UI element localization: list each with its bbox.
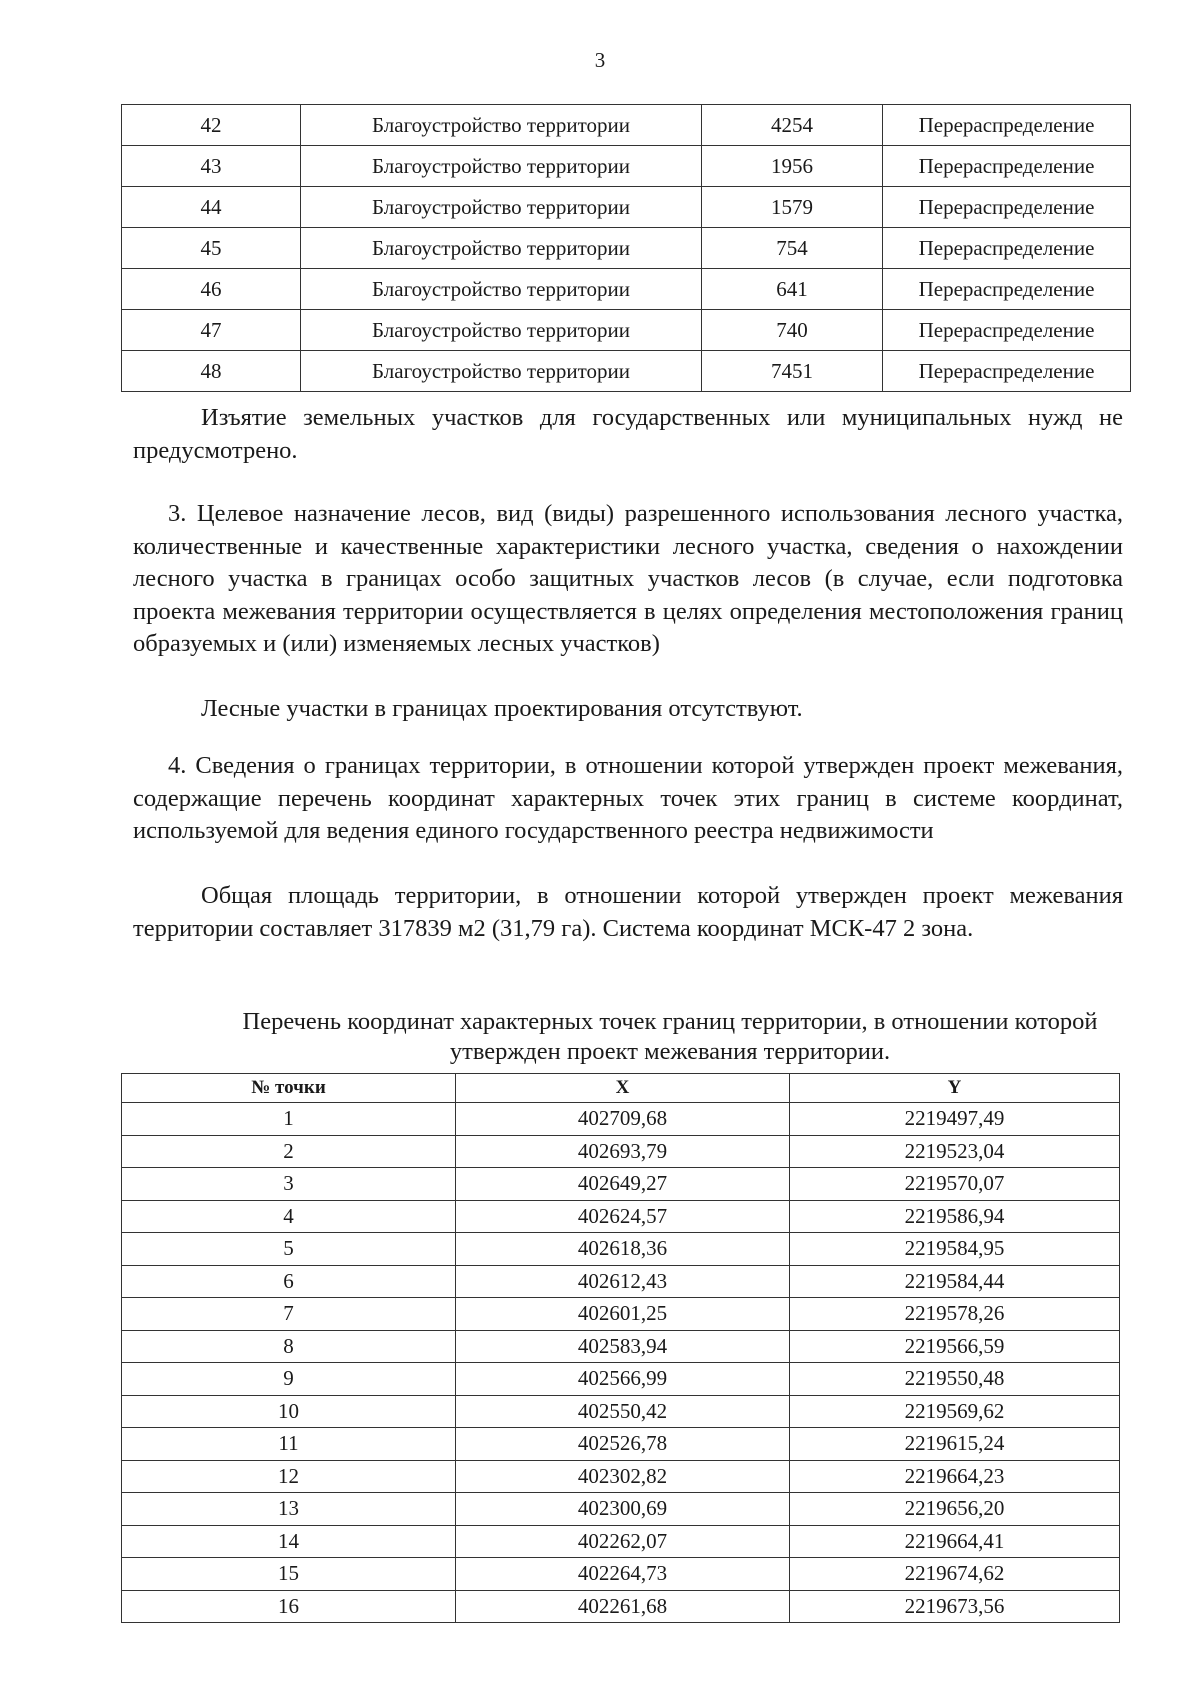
permitted-use: Благоустройство территории	[301, 269, 702, 310]
x-coordinate: 402709,68	[456, 1103, 790, 1136]
formation-method: Перераспределение	[883, 105, 1131, 146]
table-row	[122, 105, 1131, 146]
point-number: 9	[122, 1363, 456, 1396]
point-number: 14	[122, 1525, 456, 1558]
row-number: 44	[122, 187, 301, 228]
point-number: 4	[122, 1200, 456, 1233]
area-value: 641	[702, 269, 883, 310]
permitted-use: Благоустройство территории	[301, 351, 702, 392]
permitted-use: Благоустройство территории	[301, 187, 702, 228]
section-3-body: Лесные участки в границах проектирования отсутствуют.	[201, 695, 803, 722]
header-x: X	[456, 1074, 790, 1103]
section-4-body: Общая площадь территории, в отношении которой утвержден проект межевания территории составляет 317839 м2 (31,79 га). Система координат МСК-47 2 зона.	[133, 882, 1123, 942]
area-value: 754	[702, 228, 883, 269]
section-4-heading: 4. Сведения о границах территории, в отношении которой утвержден проект межевания, содержащие перечень координат характерных точек этих границ в системе координат, используемой для ведения единого государственного реестра недвижимости	[133, 752, 1123, 844]
header-point: № точки	[122, 1074, 456, 1103]
y-coordinate: 2219569,62	[790, 1395, 1120, 1428]
table-row	[122, 1525, 1120, 1558]
y-coordinate: 2219584,95	[790, 1233, 1120, 1266]
formation-method: Перераспределение	[883, 187, 1131, 228]
table-row	[122, 1428, 1120, 1461]
table-row	[122, 1103, 1120, 1136]
x-coordinate: 402550,42	[456, 1395, 790, 1428]
point-number: 2	[122, 1135, 456, 1168]
point-number: 7	[122, 1298, 456, 1331]
area-value: 740	[702, 310, 883, 351]
y-coordinate: 2219566,59	[790, 1330, 1120, 1363]
coordinates-table-caption: Перечень координат характерных точек границ территории, в отношении которой утвержден проект межевания территории.	[242, 1008, 1098, 1065]
table-row	[122, 187, 1131, 228]
permitted-use: Благоустройство территории	[301, 228, 702, 269]
table-row	[122, 1460, 1120, 1493]
point-number: 1	[122, 1103, 456, 1136]
y-coordinate: 2219664,41	[790, 1525, 1120, 1558]
x-coordinate: 402601,25	[456, 1298, 790, 1331]
formation-method: Перераспределение	[883, 228, 1131, 269]
table-row	[122, 351, 1131, 392]
row-number: 47	[122, 310, 301, 351]
row-number: 42	[122, 105, 301, 146]
table-row	[122, 1590, 1120, 1623]
y-coordinate: 2219570,07	[790, 1168, 1120, 1201]
formation-method: Перераспределение	[883, 351, 1131, 392]
y-coordinate: 2219673,56	[790, 1590, 1120, 1623]
y-coordinate: 2219523,04	[790, 1135, 1120, 1168]
formation-method: Перераспределение	[883, 310, 1131, 351]
table-row	[122, 1135, 1120, 1168]
point-number: 11	[122, 1428, 456, 1461]
y-coordinate: 2219584,44	[790, 1265, 1120, 1298]
table-row	[122, 1168, 1120, 1201]
x-coordinate: 402566,99	[456, 1363, 790, 1396]
area-value: 1579	[702, 187, 883, 228]
point-number: 13	[122, 1493, 456, 1526]
table-row	[122, 146, 1131, 187]
point-number: 12	[122, 1460, 456, 1493]
row-number: 43	[122, 146, 301, 187]
formation-method: Перераспределение	[883, 269, 1131, 310]
point-number: 5	[122, 1233, 456, 1266]
x-coordinate: 402302,82	[456, 1460, 790, 1493]
row-number: 48	[122, 351, 301, 392]
y-coordinate: 2219656,20	[790, 1493, 1120, 1526]
point-number: 6	[122, 1265, 456, 1298]
permitted-use: Благоустройство территории	[301, 310, 702, 351]
x-coordinate: 402300,69	[456, 1493, 790, 1526]
header-y: Y	[790, 1074, 1120, 1103]
x-coordinate: 402262,07	[456, 1525, 790, 1558]
row-number: 45	[122, 228, 301, 269]
x-coordinate: 402649,27	[456, 1168, 790, 1201]
table-row	[122, 1233, 1120, 1266]
y-coordinate: 2219615,24	[790, 1428, 1120, 1461]
table-row	[122, 1265, 1120, 1298]
area-value: 7451	[702, 351, 883, 392]
y-coordinate: 2219497,49	[790, 1103, 1120, 1136]
permitted-use: Благоустройство территории	[301, 146, 702, 187]
coordinates-header-row	[122, 1074, 1120, 1103]
x-coordinate: 402618,36	[456, 1233, 790, 1266]
area-value: 4254	[702, 105, 883, 146]
table-row	[122, 228, 1131, 269]
point-number: 16	[122, 1590, 456, 1623]
table-row	[122, 1558, 1120, 1591]
row-number: 46	[122, 269, 301, 310]
coordinates-table	[121, 1073, 1120, 1623]
point-number: 8	[122, 1330, 456, 1363]
table-row	[122, 269, 1131, 310]
page-number: 3	[594, 48, 606, 72]
permitted-use: Благоустройство территории	[301, 105, 702, 146]
x-coordinate: 402583,94	[456, 1330, 790, 1363]
table-row	[122, 1493, 1120, 1526]
table-row	[122, 1395, 1120, 1428]
x-coordinate: 402526,78	[456, 1428, 790, 1461]
y-coordinate: 2219586,94	[790, 1200, 1120, 1233]
table-row	[122, 1200, 1120, 1233]
point-number: 10	[122, 1395, 456, 1428]
x-coordinate: 402624,57	[456, 1200, 790, 1233]
y-coordinate: 2219674,62	[790, 1558, 1120, 1591]
point-number: 15	[122, 1558, 456, 1591]
land-plots-table	[121, 104, 1131, 392]
y-coordinate: 2219664,23	[790, 1460, 1120, 1493]
y-coordinate: 2219550,48	[790, 1363, 1120, 1396]
seizure-paragraph: Изъятие земельных участков для государственных или муниципальных нужд не предусмотрено.	[133, 404, 1123, 464]
section-3-heading: 3. Целевое назначение лесов, вид (виды) разрешенного использования лесного участка, количественные и качественные характеристики лесного участка, сведения о нахождении лесного участка в границах особо защитных участков лесов (в случае, если подготовка проекта межевания территории осуществляется в целях определения местоположения границ образуемых и (или) изменяемых лесных участков)	[133, 500, 1123, 657]
table-row	[122, 1363, 1120, 1396]
table-row	[122, 1330, 1120, 1363]
table-row	[122, 310, 1131, 351]
x-coordinate: 402261,68	[456, 1590, 790, 1623]
table-row	[122, 1298, 1120, 1331]
x-coordinate: 402264,73	[456, 1558, 790, 1591]
point-number: 3	[122, 1168, 456, 1201]
area-value: 1956	[702, 146, 883, 187]
y-coordinate: 2219578,26	[790, 1298, 1120, 1331]
x-coordinate: 402612,43	[456, 1265, 790, 1298]
formation-method: Перераспределение	[883, 146, 1131, 187]
x-coordinate: 402693,79	[456, 1135, 790, 1168]
